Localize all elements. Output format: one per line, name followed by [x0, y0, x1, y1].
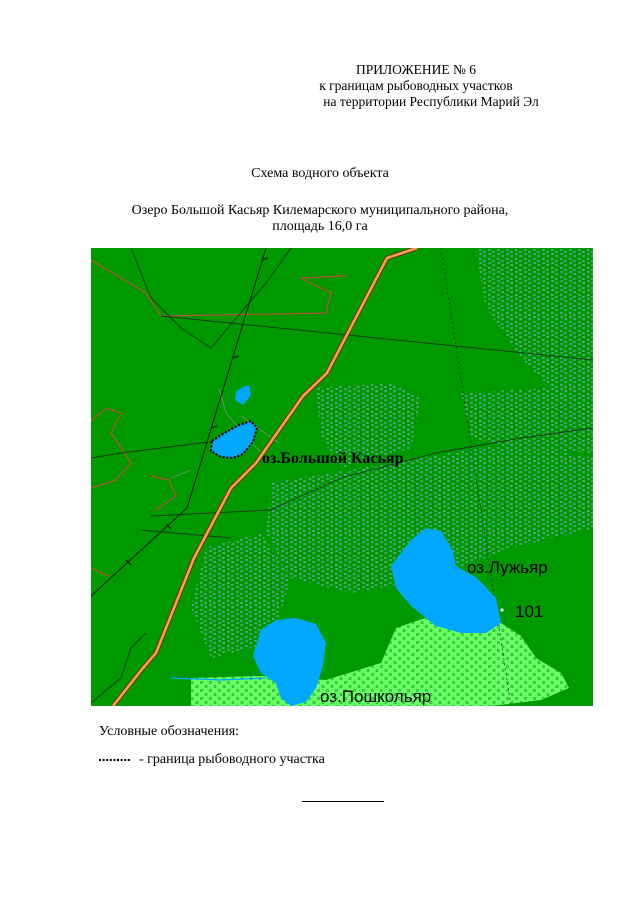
object-area: площадь 16,0 га — [272, 219, 368, 234]
legend-boundary-label: - граница рыбоводного участка — [139, 752, 325, 767]
map[interactable] — [91, 248, 593, 706]
label-poshkolyar: оз.Пошкольяр — [320, 687, 432, 706]
object-name: Озеро Большой Касьяр Килемарского муниципального района, — [131, 203, 509, 218]
appendix-subtitle: к границам рыбоводных участков — [319, 78, 513, 93]
appendix-header — [236, 62, 596, 110]
bottom-divider — [302, 801, 384, 802]
appendix-region: на территории Республики Марий Эл — [323, 94, 539, 109]
legend-title: Условные обозначения: — [99, 724, 240, 739]
label-block-number: 101 — [515, 602, 544, 621]
legend-item-boundary — [99, 752, 325, 768]
scheme-title: Схема водного объекта — [251, 166, 389, 181]
appendix-number: ПРИЛОЖЕНИЕ № 6 — [355, 62, 477, 77]
label-luzhyar: оз.Лужьяр — [467, 558, 548, 577]
label-bolshoy-kasyar: оз.Большой Касьяр — [262, 450, 404, 467]
object-description — [0, 203, 640, 235]
boundary-symbol — [99, 756, 133, 764]
